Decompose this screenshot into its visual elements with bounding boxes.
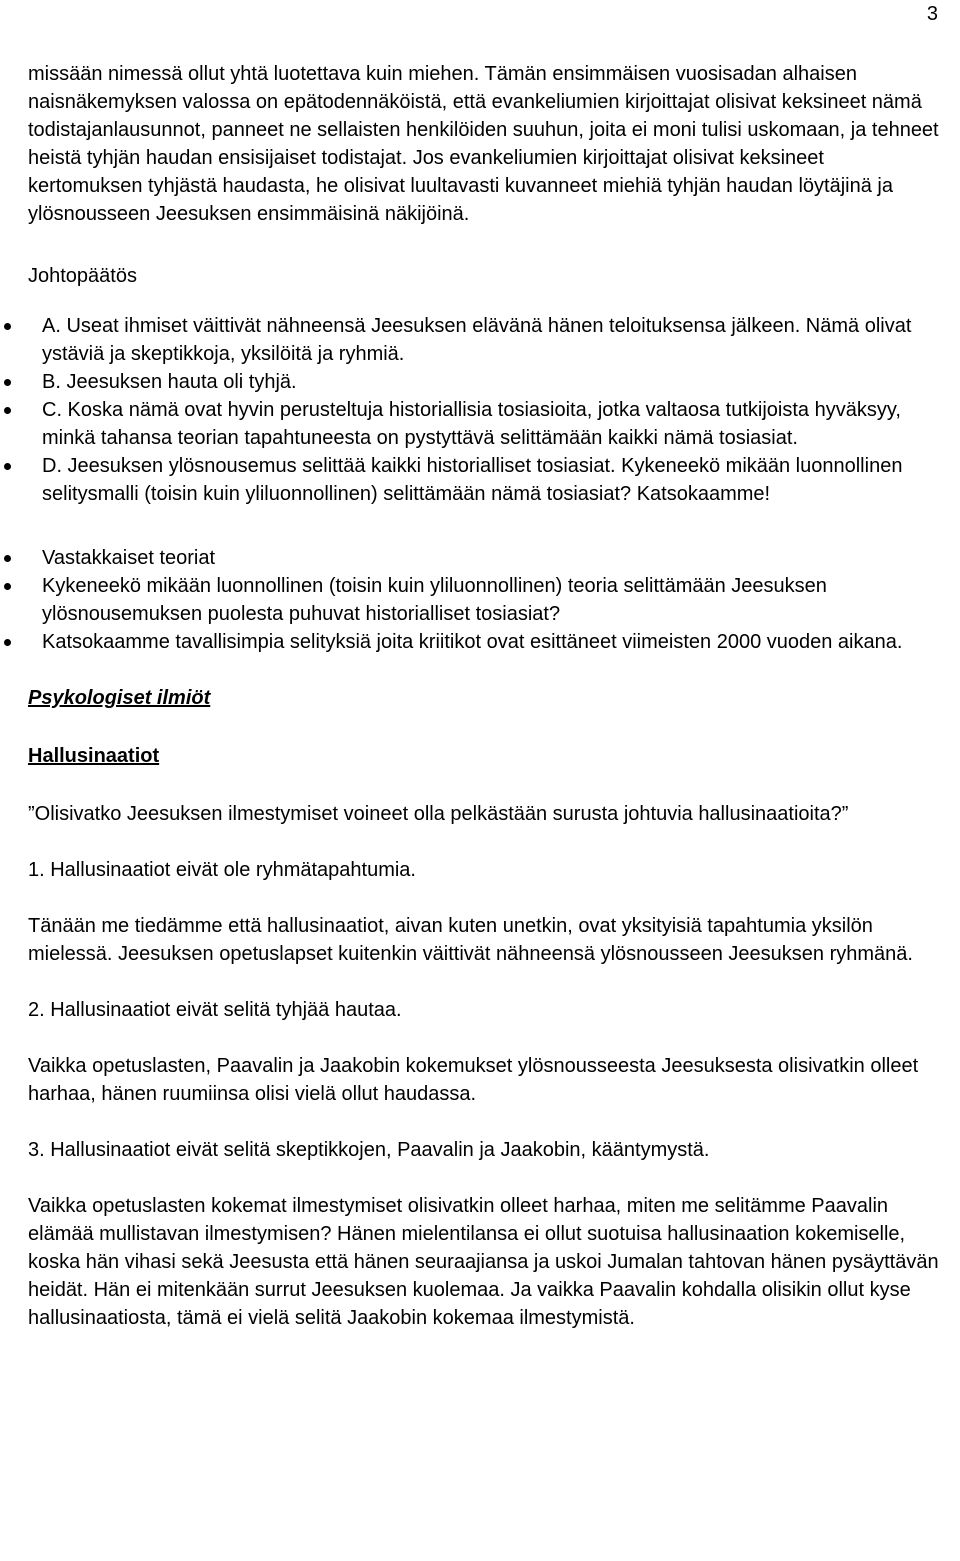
theories-list [28,544,940,656]
intro-paragraph: missään nimessä ollut yhtä luotettava kuin miehen. Tämän ensimmäisen vuosisadan alhaisen naisnäkemyksen valossa on epätodennäköistä, että evankeliumien kirjoittajat olisivat keksineet nämä todistajanlausunnot, panneet ne sellaisten henkilöiden suuhun, joita ei moni tulisi uskomaan, ja tehneet heistä tyhjän haudan ensisijaiset todistajat. Jos evankeliumien kirjoittajat olisivat keksineet kertomuksen tyhjästä haudasta, he olisivat luultavasti kuvanneet miehiä tyhjän haudan löytäjinä ja ylösnousseen Jeesuksen ensimmäisinä näkijöinä. [28,63,939,225]
list-item: Katsokaamme tavallisimpia selityksiä joita kriitikot ovat esittäneet viimeisten 2000 vuoden aikana. [28,628,940,656]
conclusion-heading: Johtopäätös [28,265,137,287]
point-body: Tänään me tiedämme että hallusinaatiot, aivan kuten unetkin, ovat yksityisiä tapahtumia yksilön mielessä. Jeesuksen opetuslapset kuitenkin väittivät nähneensä ylösnousseen Jeesuksen ryhmänä. [28,915,913,965]
list-item: D. Jeesuksen ylösnousemus selittää kaikki historialliset tosiasiat. Kykeneekö mikään luonnollinen selitysmalli (toisin kuin yliluonnollinen) selittämään nämä tosiasiat? Katsokaamme! [28,452,940,508]
document-body [28,60,940,1332]
point-title: 3. Hallusinaatiot eivät selitä skeptikkojen, Paavalin ja Jaakobin, kääntymystä. [28,1139,710,1161]
hallucination-question: ”Olisivatko Jeesuksen ilmestymiset voineet olla pelkästään surusta johtuvia hallusinaatioita?” [28,803,849,825]
point-title: 1. Hallusinaatiot eivät ole ryhmätapahtumia. [28,859,416,881]
list-item: B. Jeesuksen hauta oli tyhjä. [28,368,940,396]
section-heading: Psykologiset ilmiöt [28,687,211,709]
page-number: 3 [926,3,938,25]
list-item: Vastakkaiset teoriat [28,544,940,572]
list-item: Kykeneekö mikään luonnollinen (toisin kuin yliluonnollinen) teoria selittämään Jeesuksen ylösnousemuksen puolesta puhuvat historialliset tosiasiat? [28,572,940,628]
subsection-heading: Hallusinaatiot [28,745,160,767]
point-title: 2. Hallusinaatiot eivät selitä tyhjää hautaa. [28,999,402,1021]
list-item: A. Useat ihmiset väittivät nähneensä Jeesuksen elävänä hänen teloituksensa jälkeen. Nämä olivat ystäviä ja skeptikkoja, yksilöitä ja ryhmiä. [28,312,940,368]
point-body: Vaikka opetuslasten, Paavalin ja Jaakobin kokemukset ylösnousseesta Jeesuksesta olisivatkin olleet harhaa, hänen ruumiinsa olisi vielä ollut haudassa. [28,1055,919,1105]
list-item: C. Koska nämä ovat hyvin perusteltuja historiallisia tosiasioita, jotka valtaosa tutkijoista hyväksyy, minkä tahansa teorian tapahtuneesta on pystyttävä selittämään kaikki nämä tosiasiat. [28,396,940,452]
point-body: Vaikka opetuslasten kokemat ilmestymiset olisivatkin olleet harhaa, miten me selitämme Paavalin elämää mullistavan ilmestymisen? Hänen mielentilansa ei ollut suotuisa hallusinaation kokemiselle, koska hän vihasi sekä Jeesusta että hänen seuraajiansa ja uskoi Jumalan tahtovan hänen pysäyttävän heidät. Hän ei mitenkään surrut Jeesuksen kuolemaa. Ja vaikka Paavalin kohdalla olisikin ollut kyse hallusinaatiosta, tämä ei vielä selitä Jaakobin kokemaa ilmestymistä. [28,1195,939,1329]
conclusion-list [28,312,940,508]
